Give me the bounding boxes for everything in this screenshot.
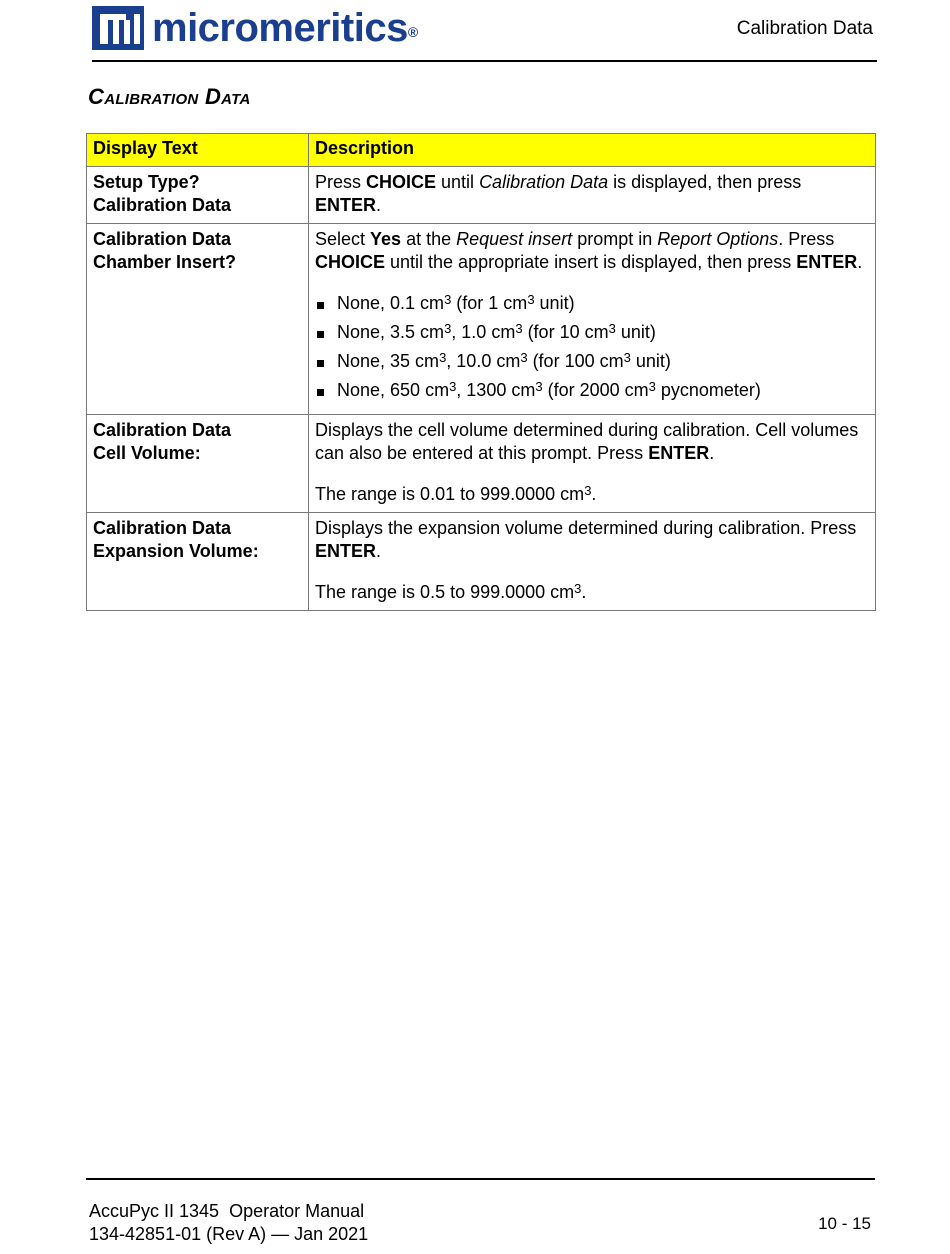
description-text: Select Yes at the Request insert prompt in Report Options. Press CHOICE until the appropriate insert is displayed, then press ENTER. bbox=[315, 229, 863, 272]
display-text-cell: Calibration Data Expansion Volume: bbox=[87, 513, 309, 611]
list-item: None, 3.5 $cm^3$, 1.0 $cm^3$ (for 10 $cm^3$ unit) bbox=[315, 321, 869, 344]
page-number: 10 - 15 bbox=[818, 1214, 871, 1233]
table-row bbox=[87, 224, 876, 415]
description-text: Displays the expansion volume determined during calibration. Press ENTER. bbox=[315, 518, 857, 561]
running-header-title: Calibration Data bbox=[736, 18, 873, 39]
page-header bbox=[92, 6, 877, 62]
description-cell bbox=[309, 415, 876, 513]
footer-part-number: 134-42851-01 (Rev A) — Jan 2021 bbox=[89, 1224, 369, 1244]
column-header-display-text: Display Text bbox=[87, 134, 309, 167]
table-row bbox=[87, 513, 876, 611]
list-item: None, 35 $cm^3$, 10.0 $cm^3$ (for 100 $cm^3$ unit) bbox=[315, 350, 869, 373]
range-text: The range is 0.01 to 999.0000 $cm^3$. bbox=[315, 483, 597, 504]
description-cell bbox=[309, 167, 876, 224]
table-header-row bbox=[87, 134, 876, 167]
description-text: Displays the cell volume determined during calibration. Cell volumes can also be entered at this prompt. Press ENTER. bbox=[315, 420, 859, 463]
table-row bbox=[87, 415, 876, 513]
footer-manual-title: AccuPyc II 1345 Operator Manual bbox=[89, 1201, 365, 1221]
display-text-table bbox=[86, 133, 876, 611]
insert-options-list bbox=[315, 292, 869, 402]
micromeritics-logo bbox=[92, 6, 418, 50]
logo-mark-icon bbox=[92, 6, 144, 50]
section-title: Calibration Data bbox=[88, 84, 251, 109]
list-item: None, 650 $cm^3$, 1300 $cm^3$ (for 2000 $cm^3$ pycnometer) bbox=[315, 379, 869, 402]
description-cell bbox=[309, 513, 876, 611]
page-footer bbox=[86, 1178, 875, 1250]
column-header-description: Description bbox=[309, 134, 876, 167]
display-text-cell: Setup Type? Calibration Data bbox=[87, 167, 309, 224]
table-row bbox=[87, 167, 876, 224]
display-text-cell: Calibration Data Cell Volume: bbox=[87, 415, 309, 513]
range-text: The range is 0.5 to 999.0000 $cm^3$. bbox=[315, 581, 587, 602]
display-text-cell: Calibration Data Chamber Insert? bbox=[87, 224, 309, 415]
logo-wordmark: micromeritics® bbox=[152, 6, 418, 50]
description-text: Press CHOICE until Calibration Data is displayed, then press ENTER. bbox=[315, 172, 802, 215]
description-cell bbox=[309, 224, 876, 415]
list-item: None, 0.1 $cm^3$ (for 1 $cm^3$ unit) bbox=[315, 292, 869, 315]
footer-document-info bbox=[89, 1200, 368, 1246]
